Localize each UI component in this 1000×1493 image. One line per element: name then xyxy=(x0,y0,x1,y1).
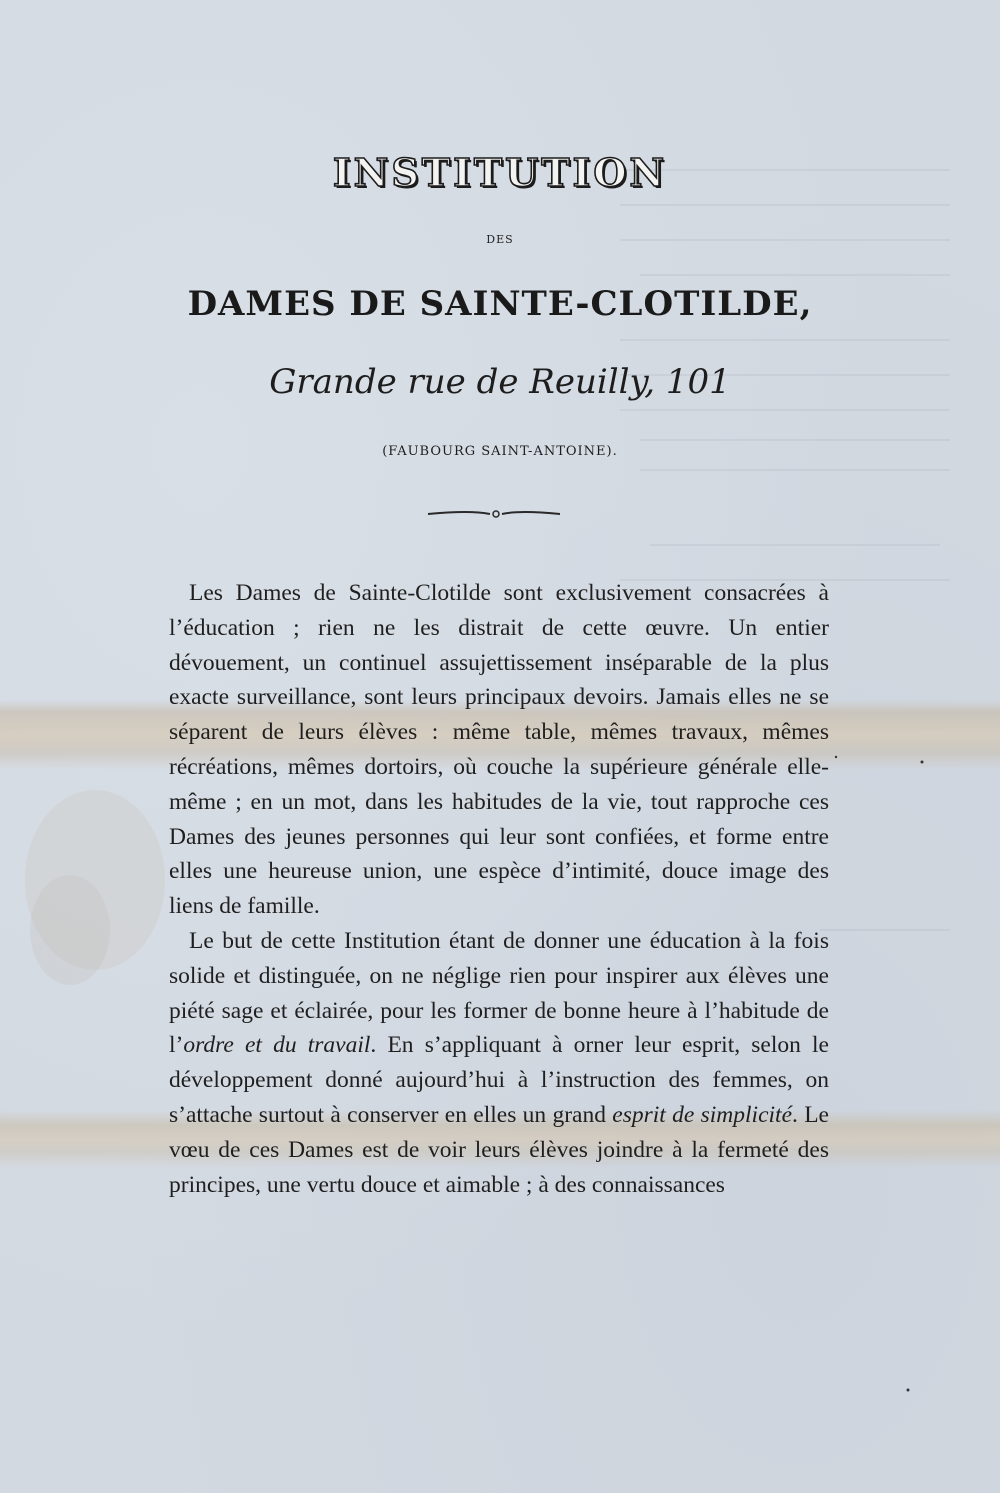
title-dames: DAMES DE SAINTE-CLOTILDE, xyxy=(187,284,813,324)
title-des: DES xyxy=(486,233,514,246)
body-text xyxy=(169,576,829,1202)
paragraph-2 xyxy=(169,924,829,1202)
paragraph-2-part-e: . Le vœu de ces Dames est de voir leurs élèves joindre à la fermeté des principes, une vertu douce et aimable ; à des connaissances xyxy=(169,1101,829,1198)
paragraph-1: Les Dames de Sainte-Clotilde sont exclusivement consacrées à l’éducation ; rien ne les distrait de cette œuvre. Un entier dévouement, un continuel assujettissement inséparable de la plus exacte surveillance, sont leurs principaux devoirs. Jamais elles ne se séparent de leurs élèves : même table, mêmes travaux, mêmes récréations, mêmes dortoirs, où couche la supérieure générale elle-même ; en un mot, dans les habitudes de la vie, tout rapproche ces Dames des jeunes personnes qui leur sont confiées, et forme entre elles une heureuse union, une espèce d’intimité, douce image des liens de famille. xyxy=(169,580,829,920)
paragraph-2-part-a: Le but de cette Institution étant de donner une éducation à la fois solide et distinguée, on ne néglige rien pour inspirer aux élèves une piété sage et éclairée, pour les former de bonne heure à l’habitude de l’ xyxy=(169,927,829,1059)
district-line: (FAUBOURG SAINT-ANTOINE). xyxy=(382,444,618,459)
paragraph-2-part-c: . En s’appliquant à orner leur esprit, selon le développement donné aujourd’hui à l’instruction des femmes, on s’attache surtout à conserver en elles un grand xyxy=(169,1032,829,1128)
divider-ornament xyxy=(428,511,560,517)
title-institution: INSTITUTION xyxy=(332,150,668,195)
paragraph-2-italic-ordre: ordre et du travail xyxy=(183,1032,371,1059)
paragraph-2-italic-simplicite: esprit de simplicité xyxy=(612,1101,793,1128)
address-line: Grande rue de Reuilly, 101 xyxy=(269,362,731,402)
